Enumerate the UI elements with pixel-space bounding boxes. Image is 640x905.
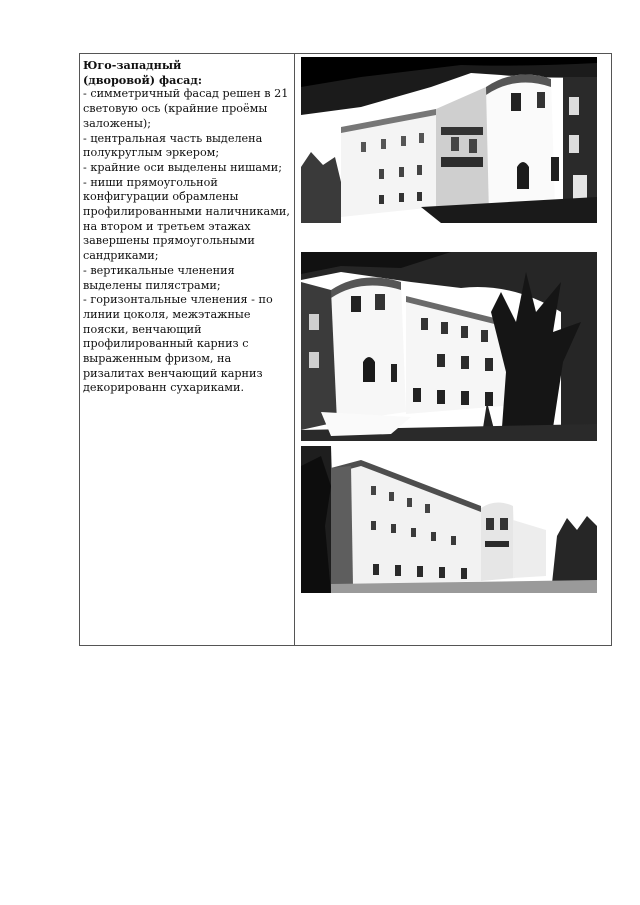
description-cell bbox=[83, 58, 291, 396]
facade-heading-line1: Юго-западный bbox=[83, 58, 182, 72]
facade-photo-1 bbox=[301, 57, 597, 223]
facade-heading-line2: (дворовой) фасад: bbox=[83, 72, 202, 87]
bullet-horizontal: - горизонтальные членения - по линии цоколя, межэтажные пояски, венчающий профилированный карниз с выраженным фризом, на ризалитах венчающий карниз декорированн сухариками. bbox=[83, 293, 273, 395]
facade-photo-2 bbox=[301, 252, 597, 441]
facade-photo-3 bbox=[301, 446, 597, 593]
bullet-symmetry: - симметричный фасад решен в 21 световую ось (крайние проёмы заложены); bbox=[83, 87, 289, 130]
facade-table bbox=[79, 53, 612, 646]
bullet-niches: - крайние оси выделены нишами; bbox=[83, 160, 282, 174]
bullet-erker: - центральная часть выделена полукруглым эркером; bbox=[83, 131, 263, 160]
bullet-pilasters: - вертикальные членения выделены пилястрами; bbox=[83, 263, 235, 292]
column-divider bbox=[294, 54, 295, 645]
bullet-niche-frames: - ниши прямоугольной конфигурации обрамлены профилированными наличниками, на втором и третьем этажах завершены прямоугольными сандриками; bbox=[83, 175, 290, 263]
